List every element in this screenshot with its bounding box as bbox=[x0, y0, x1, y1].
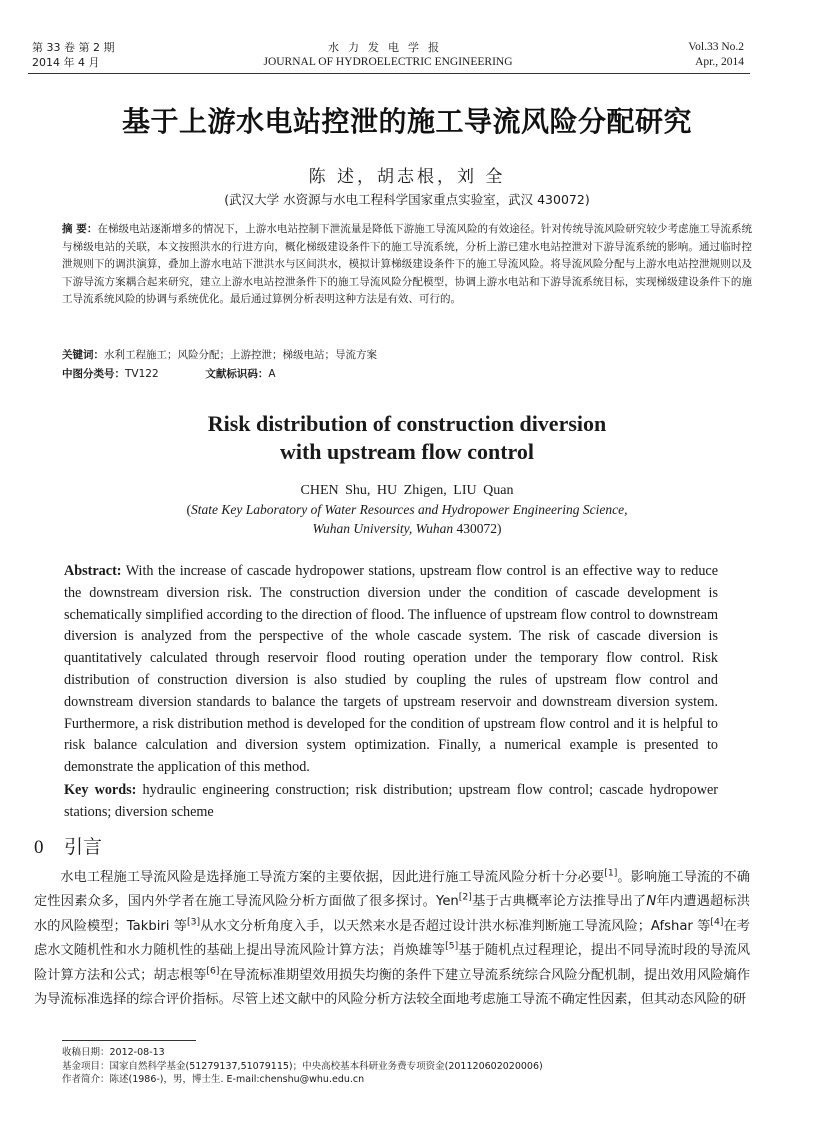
abstract-en bbox=[64, 561, 718, 779]
citation: [3] bbox=[186, 916, 201, 928]
intro-text: 在考虑水文随机性和水力随机性的基础上提出导流风险计算方法；肖焕雄等 bbox=[34, 918, 750, 959]
section-number: 0 bbox=[34, 837, 44, 858]
section-heading bbox=[34, 832, 102, 859]
authors-en: CHEN Shu, HU Zhigen, LIU Quan bbox=[300, 483, 514, 498]
abstract-cn-label: 摘 要： bbox=[62, 223, 98, 235]
clc-label: 中图分类号： bbox=[62, 368, 125, 380]
header-rule bbox=[28, 73, 750, 74]
footnote-funding: 基金项目：国家自然科学基金(51279137,51079115)；中央高校基本科研业务费专项资金(201120602020006) bbox=[62, 1060, 543, 1072]
footnotes bbox=[62, 1046, 734, 1087]
keywords-cn-text: 水利工程施工；风险分配；上游控泄；梯级电站；导流方案 bbox=[104, 349, 377, 361]
footnote-rule bbox=[62, 1040, 196, 1041]
clc-value: TV122 bbox=[125, 368, 159, 380]
date-cn: 2014 年 4 月 bbox=[32, 56, 100, 69]
classification bbox=[62, 366, 752, 384]
keywords-cn bbox=[62, 347, 752, 365]
abstract-en-label: Abstract: bbox=[64, 563, 122, 579]
intro-paragraph bbox=[34, 866, 750, 1012]
keywords-en-label: Key words: bbox=[64, 782, 137, 798]
intro-text: 水电工程施工导流风险是选择施工导流方案的主要依据，因此进行施工导流风险分析十分必要 bbox=[60, 870, 605, 885]
keywords-en bbox=[64, 780, 718, 824]
citation: [5] bbox=[445, 940, 459, 952]
intro-text: 在导流标准期望效用损失均衡的条件下建立导流系统综合风险分配机制，提出效用风险熵作为导流标准选择的综合评价指标。尽管上述文献中的风险分析方法较全面地考虑施工导流不确定性因素，但其动态风险的研 bbox=[34, 967, 751, 1008]
intro-text: 年内遭遇超标洪水的风险模型；Takbiri 等 bbox=[34, 894, 750, 934]
footnote-received: 收稿日期：2012-08-13 bbox=[62, 1047, 165, 1058]
journal-name-en: JOURNAL OF HYDROELECTRIC ENGINEERING bbox=[263, 56, 513, 68]
keywords-en-text: hydraulic engineering construction; risk distribution; upstream flow control; cascade hydropower stations; diversion scheme bbox=[64, 782, 719, 820]
journal-name bbox=[32, 40, 744, 70]
title-en-line2: with upstream flow control bbox=[279, 439, 534, 464]
volume-issue-en: Vol.33 No.2 bbox=[688, 41, 744, 53]
authors-cn: 陈 述，胡志根，刘 全 bbox=[308, 167, 506, 187]
affiliation-en-line1: State Key Laboratory of Water Resources and Hydropower Engineering Science, bbox=[191, 502, 628, 517]
volume-issue-cn: 第 33 卷 第 2 期 bbox=[32, 41, 115, 54]
journal-header bbox=[32, 38, 744, 76]
abstract-en-text: With the increase of cascade hydropower stations, upstream flow control is an effective way to reduce the downstream diversion risk. The construction diversion under the condition of cascade development is schematically simplified according to the direction of flood. The influence of upstream flow control to downstream diversion is analyzed from the perspective of the whole cascade system. The risk of cascade diversion is quantitatively calculated through reservoir flood routing operation under the temporary flow control. Risk distribution of construction diversion is also studied by coupling the rules of upstream flow control and downstream diversion standards to balance the targets of upstream reservoir and downstream diversion system. Furthermore, a risk distribution method is developed for the condition of upstream flow control and it is helpful to risk balance calculation and diversion system optimization. Finally, a numerical example is presented to demonstrate the application of this method. bbox=[64, 563, 719, 776]
paper-title-en bbox=[0, 410, 814, 466]
intro-text: 。影响施工导流的不确定性因素众多，国内外学者在施工导流风险分析方面做了很多探讨。Yen bbox=[34, 870, 751, 910]
citation: [2] bbox=[458, 892, 472, 904]
title-en-line1: Risk distribution of construction diversion bbox=[207, 411, 607, 436]
doc-code-label: 文献标识码： bbox=[205, 368, 269, 380]
citation: [4] bbox=[710, 916, 724, 928]
doc-code-value: A bbox=[268, 368, 276, 380]
footnote-author: 作者简介：陈述(1986-)，男，博士生. E-mail:chenshu@whu.edu.cn bbox=[62, 1074, 365, 1086]
keywords-cn-label: 关键词： bbox=[62, 349, 104, 361]
issue-info-en bbox=[688, 40, 744, 70]
citation: [6] bbox=[206, 965, 220, 977]
affiliation-en-line2: Wuhan University, Wuhan bbox=[312, 521, 454, 536]
citation: [1] bbox=[604, 867, 618, 879]
paper-title-cn: 基于上游水电站控泄的施工导流风险分配研究 bbox=[121, 105, 692, 138]
abstract-cn-text: 在梯级电站逐渐增多的情况下，上游水电站控制下泄流量是降低下游施工导流风险的有效途径。针对传统导流风险研究较少考虑施工导流系统与梯级电站的关联，本文按照洪水的行进方向，概化梯级建设条件下的施工导流系统，分析上游已建水电站控泄对下游导流系统的影响。通过临时控泄规则下的调洪演算，叠加上游水电站下泄洪水与区间洪水，模拟计算梯级建设条件下的施工导流风险。将导流风险分配与上游水电站控泄规则以及下游导流方案耦合起来研究，建立上游水电站控泄条件下的施工导流风险分配模型，协调上游水电站和下游导流系统目标，实现梯级建设条件下的施工导流系统风险的协调与系统优化。最后通过算例分析表明这种方法是有效、可行的。 bbox=[62, 223, 753, 306]
section-title: 引言 bbox=[64, 836, 103, 858]
intro-text: 基于古典概率论方法推导出了 bbox=[471, 894, 647, 910]
affiliation-en-zip: 430072) bbox=[456, 521, 502, 536]
journal-name-cn: 水力发电学报 bbox=[328, 41, 448, 54]
affiliation-en: (State Key Laboratory of Water Resources and Hydropower Engineering Science, Wuhan University, Wuhan 430072) bbox=[186, 502, 628, 536]
intro-text: 从水文分析角度入手，以天然来水是否超过设计洪水标准判断施工导流风险；Afshar 等 bbox=[200, 918, 711, 934]
abstract-cn bbox=[62, 221, 752, 309]
date-en: Apr., 2014 bbox=[695, 56, 744, 68]
intro-text: 基于随机点过程理论，提出不同导流时段的导流风险计算方法和公式；胡志根等 bbox=[34, 943, 751, 983]
variable-n: N bbox=[646, 894, 657, 910]
affiliation-cn: (武汉大学 水资源与水电工程科学国家重点实验室，武汉 430072) bbox=[224, 192, 590, 207]
